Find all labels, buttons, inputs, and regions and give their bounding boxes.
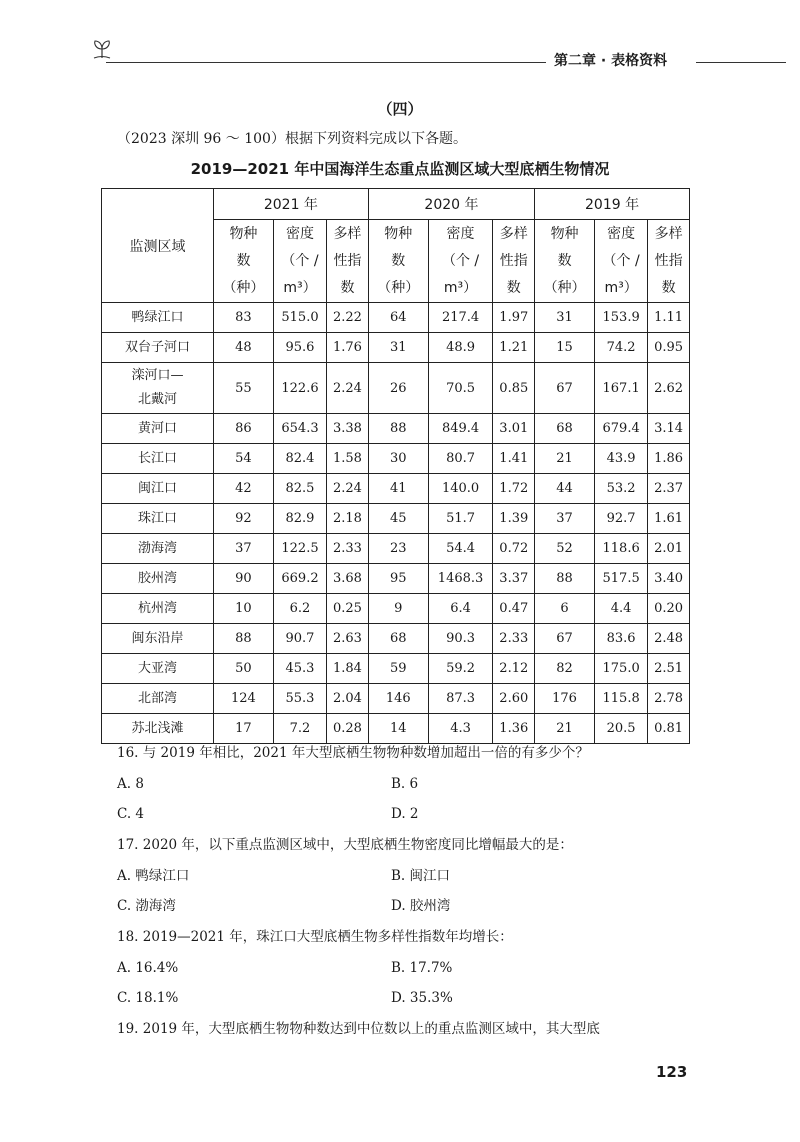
- value-cell: 176: [535, 684, 595, 714]
- value-cell: 1.36: [493, 714, 535, 744]
- table-row: [102, 534, 690, 564]
- value-cell: 68: [535, 414, 595, 444]
- species-count-header: 物种 数 （种）: [535, 220, 595, 303]
- value-cell: 0.20: [648, 594, 690, 624]
- table-caption: 2019—2021 年中国海洋生态重点监测区域大型底栖生物情况: [190, 160, 610, 178]
- value-cell: 70.5: [428, 363, 493, 414]
- value-cell: 146: [368, 684, 428, 714]
- value-cell: 2.22: [327, 303, 369, 333]
- region-cell: 大亚湾: [102, 654, 214, 684]
- species-count-header: 物种 数 （种）: [368, 220, 428, 303]
- value-cell: 83.6: [595, 624, 648, 654]
- value-cell: 82.9: [273, 504, 326, 534]
- value-cell: 1.58: [327, 444, 369, 474]
- table-row: [102, 624, 690, 654]
- value-cell: 1468.3: [428, 564, 493, 594]
- table-row: [102, 363, 690, 414]
- value-cell: 83: [214, 303, 274, 333]
- value-cell: 6.2: [273, 594, 326, 624]
- year-header: 2021 年: [214, 189, 369, 220]
- value-cell: 26: [368, 363, 428, 414]
- questions-block: [117, 737, 697, 1045]
- value-cell: 1.41: [493, 444, 535, 474]
- value-cell: 153.9: [595, 303, 648, 333]
- region-cell: 北部湾: [102, 684, 214, 714]
- value-cell: 14: [368, 714, 428, 744]
- question-text: 19. 2019 年，大型底栖生物物种数达到中位数以上的重点监测区域中，其大型底: [117, 1021, 600, 1037]
- value-cell: 74.2: [595, 333, 648, 363]
- region-cell: 珠江口: [102, 504, 214, 534]
- value-cell: 2.51: [648, 654, 690, 684]
- value-cell: 3.40: [648, 564, 690, 594]
- header-separator: ·: [600, 53, 607, 69]
- value-cell: 849.4: [428, 414, 493, 444]
- value-cell: 4.3: [428, 714, 493, 744]
- header-title: [554, 50, 667, 70]
- header-rule: [106, 62, 546, 63]
- value-cell: 95: [368, 564, 428, 594]
- value-cell: 45.3: [273, 654, 326, 684]
- value-cell: 115.8: [595, 684, 648, 714]
- answer-option[interactable]: A. 鸭绿江口: [117, 868, 190, 884]
- option-row: [117, 891, 697, 921]
- value-cell: 2.12: [493, 654, 535, 684]
- value-cell: 10: [214, 594, 274, 624]
- value-cell: 0.72: [493, 534, 535, 564]
- answer-option[interactable]: C. 渤海湾: [117, 898, 176, 914]
- value-cell: 87.3: [428, 684, 493, 714]
- value-cell: 55: [214, 363, 274, 414]
- value-cell: 2.24: [327, 474, 369, 504]
- value-cell: 122.5: [273, 534, 326, 564]
- value-cell: 90.3: [428, 624, 493, 654]
- value-cell: 2.60: [493, 684, 535, 714]
- answer-option[interactable]: C. 18.1%: [117, 990, 179, 1006]
- region-cell: 黄河口: [102, 414, 214, 444]
- value-cell: 0.81: [648, 714, 690, 744]
- value-cell: 517.5: [595, 564, 648, 594]
- value-cell: 175.0: [595, 654, 648, 684]
- value-cell: 0.28: [327, 714, 369, 744]
- value-cell: 0.95: [648, 333, 690, 363]
- density-header: 密度 （个 / m³）: [595, 220, 648, 303]
- section-label: 表格资料: [611, 53, 668, 69]
- value-cell: 50: [214, 654, 274, 684]
- table-row: [102, 444, 690, 474]
- value-cell: 679.4: [595, 414, 648, 444]
- value-cell: 2.37: [648, 474, 690, 504]
- answer-option[interactable]: B. 17.7%: [391, 960, 453, 976]
- value-cell: 45: [368, 504, 428, 534]
- region-cell: 闽东沿岸: [102, 624, 214, 654]
- value-cell: 3.37: [493, 564, 535, 594]
- value-cell: 52: [535, 534, 595, 564]
- value-cell: 59: [368, 654, 428, 684]
- value-cell: 30: [368, 444, 428, 474]
- value-cell: 2.01: [648, 534, 690, 564]
- answer-option[interactable]: D. 35.3%: [391, 990, 453, 1006]
- value-cell: 1.11: [648, 303, 690, 333]
- value-cell: 2.48: [648, 624, 690, 654]
- value-cell: 15: [535, 333, 595, 363]
- diversity-index-header: 多样 性指 数: [648, 220, 690, 303]
- value-cell: 48: [214, 333, 274, 363]
- value-cell: 21: [535, 444, 595, 474]
- table-row: [102, 654, 690, 684]
- value-cell: 2.33: [493, 624, 535, 654]
- value-cell: 3.14: [648, 414, 690, 444]
- diversity-index-header: 多样 性指 数: [327, 220, 369, 303]
- table-row: [102, 414, 690, 444]
- value-cell: 88: [535, 564, 595, 594]
- region-header: 监测区域: [102, 189, 214, 303]
- value-cell: 37: [535, 504, 595, 534]
- answer-option[interactable]: D. 2: [391, 806, 419, 822]
- value-cell: 2.78: [648, 684, 690, 714]
- value-cell: 2.33: [327, 534, 369, 564]
- value-cell: 17: [214, 714, 274, 744]
- region-cell: 苏北浅滩: [102, 714, 214, 744]
- value-cell: 6.4: [428, 594, 493, 624]
- value-cell: 37: [214, 534, 274, 564]
- value-cell: 88: [368, 414, 428, 444]
- density-header: 密度 （个 / m³）: [273, 220, 326, 303]
- value-cell: 95.6: [273, 333, 326, 363]
- region-cell: 渤海湾: [102, 534, 214, 564]
- value-cell: 68: [368, 624, 428, 654]
- value-cell: 82.4: [273, 444, 326, 474]
- value-cell: 80.7: [428, 444, 493, 474]
- value-cell: 43.9: [595, 444, 648, 474]
- answer-option[interactable]: A. 8: [117, 776, 144, 792]
- answer-option[interactable]: A. 16.4%: [117, 960, 179, 976]
- value-cell: 90: [214, 564, 274, 594]
- table-row: [102, 333, 690, 363]
- value-cell: 0.25: [327, 594, 369, 624]
- answer-option[interactable]: C. 4: [117, 806, 145, 822]
- diversity-index-header: 多样 性指 数: [493, 220, 535, 303]
- question-text: 17. 2020 年，以下重点监测区域中，大型底栖生物密度同比增幅最大的是：: [117, 837, 573, 853]
- option-row: [117, 799, 697, 829]
- table-row: [102, 474, 690, 504]
- answer-option[interactable]: D. 胶州湾: [391, 898, 451, 914]
- answer-option[interactable]: B. 6: [391, 776, 419, 792]
- value-cell: 515.0: [273, 303, 326, 333]
- value-cell: 92: [214, 504, 274, 534]
- value-cell: 48.9: [428, 333, 493, 363]
- value-cell: 2.63: [327, 624, 369, 654]
- value-cell: 44: [535, 474, 595, 504]
- section-heading: （四）: [377, 100, 423, 118]
- value-cell: 51.7: [428, 504, 493, 534]
- value-cell: 21: [535, 714, 595, 744]
- region-cell: 双台子河口: [102, 333, 214, 363]
- value-cell: 55.3: [273, 684, 326, 714]
- value-cell: 82.5: [273, 474, 326, 504]
- page-number: 123: [656, 1063, 688, 1081]
- value-cell: 140.0: [428, 474, 493, 504]
- density-header: 密度 （个 / m³）: [428, 220, 493, 303]
- value-cell: 167.1: [595, 363, 648, 414]
- value-cell: 67: [535, 363, 595, 414]
- question-text: 18. 2019—2021 年，珠江口大型底栖生物多样性指数年均增长：: [117, 929, 513, 945]
- value-cell: 23: [368, 534, 428, 564]
- value-cell: 4.4: [595, 594, 648, 624]
- region-cell: 胶州湾: [102, 564, 214, 594]
- value-cell: 86: [214, 414, 274, 444]
- value-cell: 9: [368, 594, 428, 624]
- value-cell: 654.3: [273, 414, 326, 444]
- value-cell: 31: [368, 333, 428, 363]
- value-cell: 2.62: [648, 363, 690, 414]
- value-cell: 31: [535, 303, 595, 333]
- value-cell: 59.2: [428, 654, 493, 684]
- value-cell: 64: [368, 303, 428, 333]
- table-row: [102, 684, 690, 714]
- value-cell: 2.04: [327, 684, 369, 714]
- region-cell: 长江口: [102, 444, 214, 474]
- value-cell: 0.47: [493, 594, 535, 624]
- running-header: [92, 40, 692, 74]
- value-cell: 1.97: [493, 303, 535, 333]
- year-header: 2020 年: [368, 189, 534, 220]
- value-cell: 1.72: [493, 474, 535, 504]
- value-cell: 1.76: [327, 333, 369, 363]
- value-cell: 42: [214, 474, 274, 504]
- value-cell: 90.7: [273, 624, 326, 654]
- value-cell: 217.4: [428, 303, 493, 333]
- table-row: [102, 564, 690, 594]
- value-cell: 53.2: [595, 474, 648, 504]
- value-cell: 122.6: [273, 363, 326, 414]
- monitoring-table: [101, 188, 690, 744]
- value-cell: 2.24: [327, 363, 369, 414]
- value-cell: 1.21: [493, 333, 535, 363]
- chapter-label: 第二章: [554, 53, 596, 69]
- region-cell: 滦河口— 北戴河: [102, 363, 214, 414]
- value-cell: 3.38: [327, 414, 369, 444]
- option-row: [117, 861, 697, 891]
- answer-option[interactable]: B. 闽江口: [391, 868, 451, 884]
- value-cell: 3.68: [327, 564, 369, 594]
- option-row: [117, 953, 697, 983]
- intro-text: （2023 深圳 96 ～ 100）根据下列资料完成以下各题。: [117, 131, 467, 147]
- value-cell: 1.86: [648, 444, 690, 474]
- value-cell: 6: [535, 594, 595, 624]
- option-row: [117, 769, 697, 799]
- value-cell: 54: [214, 444, 274, 474]
- region-cell: 闽江口: [102, 474, 214, 504]
- value-cell: 88: [214, 624, 274, 654]
- value-cell: 67: [535, 624, 595, 654]
- value-cell: 82: [535, 654, 595, 684]
- value-cell: 118.6: [595, 534, 648, 564]
- year-header: 2019 年: [535, 189, 690, 220]
- table-row: [102, 504, 690, 534]
- value-cell: 3.01: [493, 414, 535, 444]
- table-row: [102, 594, 690, 624]
- value-cell: 92.7: [595, 504, 648, 534]
- value-cell: 2.18: [327, 504, 369, 534]
- value-cell: 669.2: [273, 564, 326, 594]
- value-cell: 1.84: [327, 654, 369, 684]
- region-cell: 杭州湾: [102, 594, 214, 624]
- value-cell: 54.4: [428, 534, 493, 564]
- value-cell: 7.2: [273, 714, 326, 744]
- table-row: [102, 303, 690, 333]
- value-cell: 124: [214, 684, 274, 714]
- value-cell: 41: [368, 474, 428, 504]
- value-cell: 20.5: [595, 714, 648, 744]
- species-count-header: 物种 数 （种）: [214, 220, 274, 303]
- region-cell: 鸭绿江口: [102, 303, 214, 333]
- option-row: [117, 983, 697, 1013]
- question-text: 16. 与 2019 年相比，2021 年大型底栖生物物种数增加超出一倍的有多少个？: [117, 745, 589, 761]
- header-rule-right: [696, 62, 786, 63]
- value-cell: 1.61: [648, 504, 690, 534]
- value-cell: 1.39: [493, 504, 535, 534]
- value-cell: 0.85: [493, 363, 535, 414]
